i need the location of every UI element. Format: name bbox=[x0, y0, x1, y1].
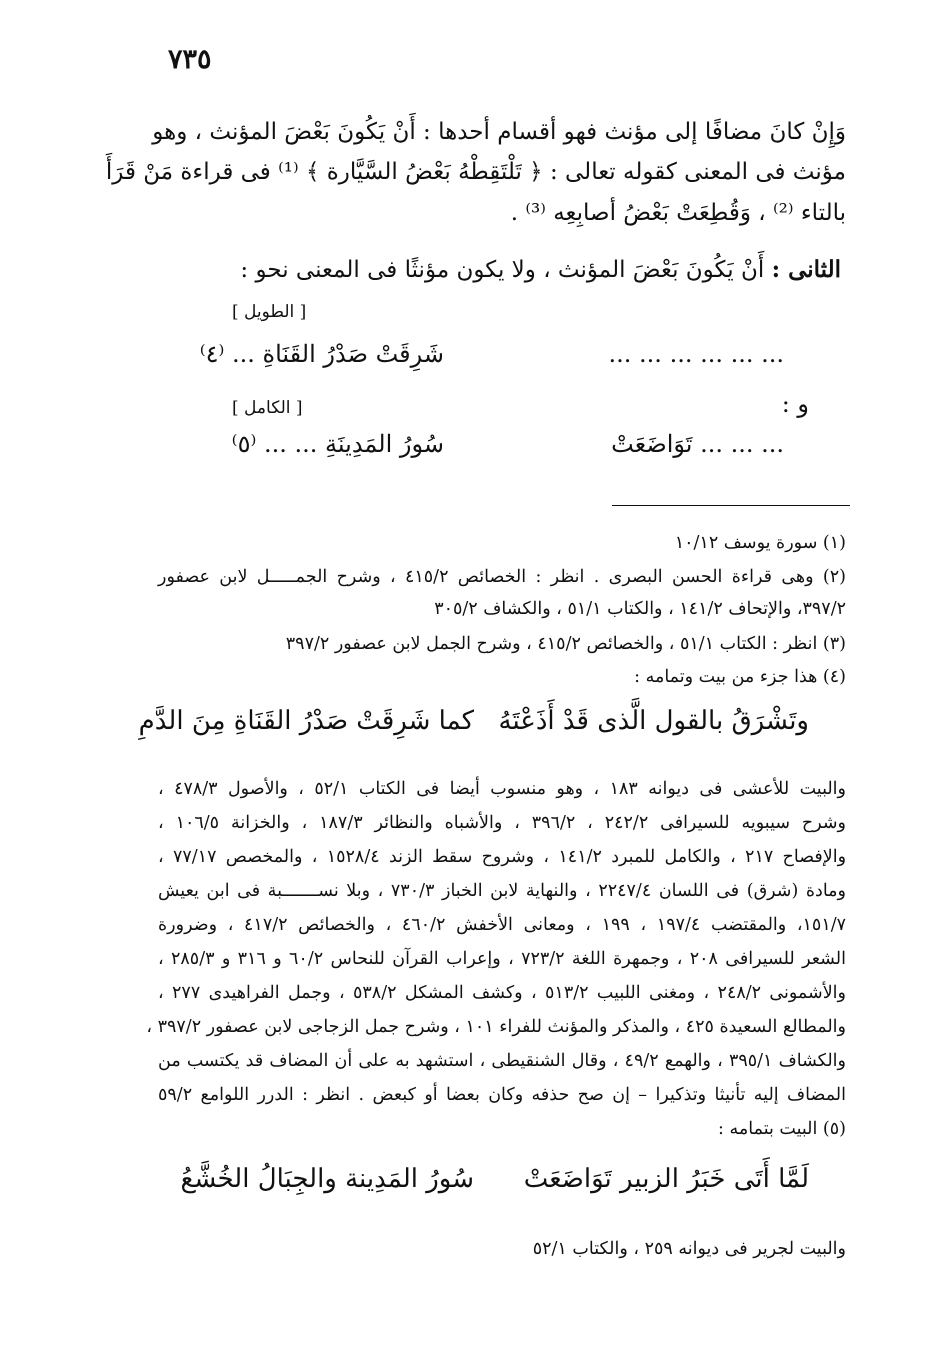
footnote-verse-right: لَمَّا أَتَى خَبَرُ الزبير تَوَاضَعَتْ bbox=[523, 1164, 809, 1194]
footnote-line: والبيت للأعشى فى ديوانه ١٨٣ ، وهو منسوب أيضا فى الكتاب ٥٢/١ ، والأصول ٤٧٨/٣ ، bbox=[158, 779, 846, 799]
second-section-line bbox=[240, 250, 841, 290]
meter-label: [ الكامل ] bbox=[232, 398, 303, 418]
footnote-line: والمطالع السعيدة ٤٢٥ ، والمذكر والمؤنث للفراء ١٠١ ، وشرح جمل الزجاجى لابن عصفور ٣٩٧/٢ ، bbox=[146, 1017, 846, 1037]
footnote-divider bbox=[612, 505, 850, 506]
body-line: مؤنث فى المعنى كقوله تعالى : ﴿ تَلْتَقِطْهُ بَعْضُ السَّيَّارة ﴾ ⁽¹⁾ فى قراءة مَنْ قَرَأَ bbox=[105, 159, 846, 185]
footnote-line: ١٥١/٧، والمقتضب ١٩٧/٤ ، ١٩٩ ، ومعانى الأخفش ٤٦٠/٢ ، والخصائص ٤١٧/٢ ، وضرورة bbox=[158, 915, 847, 935]
body-line: بالتاء ⁽²⁾ ، وَقُطِعَتْ بَعْضُ أصابِعِه ⁽³⁾ . bbox=[510, 200, 846, 226]
footnote-verse-left: سُورُ المَدِينة والجِبَالُ الخُشَّعُ bbox=[180, 1164, 474, 1194]
footnote-verse-right: وتَشْرَقُ بالقول الَّذى قَدْ أَذَعْتَهُ bbox=[498, 706, 809, 736]
section-label: الثانى : bbox=[771, 256, 841, 283]
verse-hemistich-right: ... ... ... تَوَاضَعَتْ bbox=[611, 430, 784, 458]
conjunction: و : bbox=[781, 390, 809, 418]
verse-hemistich-left: شَرِقَتْ صَدْرُ القَنَاةِ ... ⁽٤⁾ bbox=[199, 340, 444, 368]
footnote-5: (٥) البيت بتمامه : bbox=[718, 1119, 846, 1139]
footnote-2: (٢) وهى قراءة الحسن البصرى . انظر : الخصائص ٤١٥/٢ ، وشرح الجمـــــل لابن عصفور bbox=[158, 567, 846, 587]
footnote-line: المضاف إليه تأنيثا وتذكيرا – إن صح حذفه وكان بعضا أو كبعض . انظر : الدرر اللوامع ٥٩/٢ bbox=[158, 1085, 846, 1105]
body-line: وَإِنْ كانَ مضافًا إلى مؤنث فهو أقسام أحدها : أَنْ يَكُونَ بَعْضَ المؤنث ، وهو bbox=[152, 119, 846, 145]
footnote-line: الشعر للسيرافى ٢٠٨ ، وجمهرة اللغة ٧٢٣/٢ ، وإعراب القرآن للنحاس ٦٠/٢ و ٣١٦ و ٢٨٥/٣ ، bbox=[158, 949, 846, 969]
footnote-line: ومادة (شرق) فى اللسان ٢٢٤٧/٤ ، والنهاية لابن الخباز ٧٣٠/٣ ، وبلا نســـــــبة فى ابن يعيش bbox=[158, 881, 847, 901]
footnote-line: والكشاف ٣٩٥/١ ، والهمع ٤٩/٢ ، وقال الشنقيطى ، استشهد به على أن المضاف قد يكتسب من bbox=[158, 1051, 846, 1071]
verse-hemistich-right: ... ... ... ... ... ... bbox=[608, 340, 784, 368]
meter-label: [ الطويل ] bbox=[232, 302, 307, 322]
footnote-verse-left: كما شَرِقَتْ صَدْرُ القَنَاةِ مِنَ الدَّمِ bbox=[138, 706, 474, 736]
verse-hemistich-left: سُورُ المَدِينَةِ ... ... ⁽٥⁾ bbox=[231, 430, 444, 458]
footnote-line: والأشمونى ٢٤٨/٢ ، ومغنى اللبيب ٥١٣/٢ ، وكشف المشكل ٥٣٨/٢ ، وجمل الفراهيدى ٢٧٧ ، bbox=[158, 983, 846, 1003]
page-number: ٧٣٥ bbox=[168, 44, 212, 75]
footnote-4: (٤) هذا جزء من بيت وتمامه : bbox=[634, 667, 846, 687]
footnote-2-cont: ٣٩٧/٢، والإتحاف ١٤١/٢ ، والكتاب ٥١/١ ، والكشاف ٣٠٥/٢ bbox=[434, 599, 846, 619]
footnote-3: (٣) انظر : الكتاب ٥١/١ ، والخصائص ٤١٥/٢ ، وشرح الجمل لابن عصفور ٣٩٧/٢ bbox=[285, 634, 846, 654]
footnote-5-source: والبيت لجرير فى ديوانه ٢٥٩ ، والكتاب ٥٢/١ bbox=[532, 1239, 846, 1259]
footnote-line: وشرح سيبويه للسيرافى ٢٤٢/٢ ، ٣٩٦/٢ ، والأشباه والنظائر ١٨٧/٣ ، والخزانة ١٠٦/٥ ، bbox=[158, 813, 846, 833]
footnote-line: والإفصاح ٢١٧ ، والكامل للمبرد ١٤١/٢ ، وشروح سقط الزند ١٥٢٨/٤ ، والمخصص ٧٧/١٧ ، bbox=[158, 847, 847, 867]
footnote-1: (١) سورة يوسف ١٠/١٢ bbox=[674, 533, 846, 553]
section-text: أَنْ يَكُونَ بَعْضَ المؤنث ، ولا يكون مؤنثًا فى المعنى نحو : bbox=[240, 257, 765, 283]
